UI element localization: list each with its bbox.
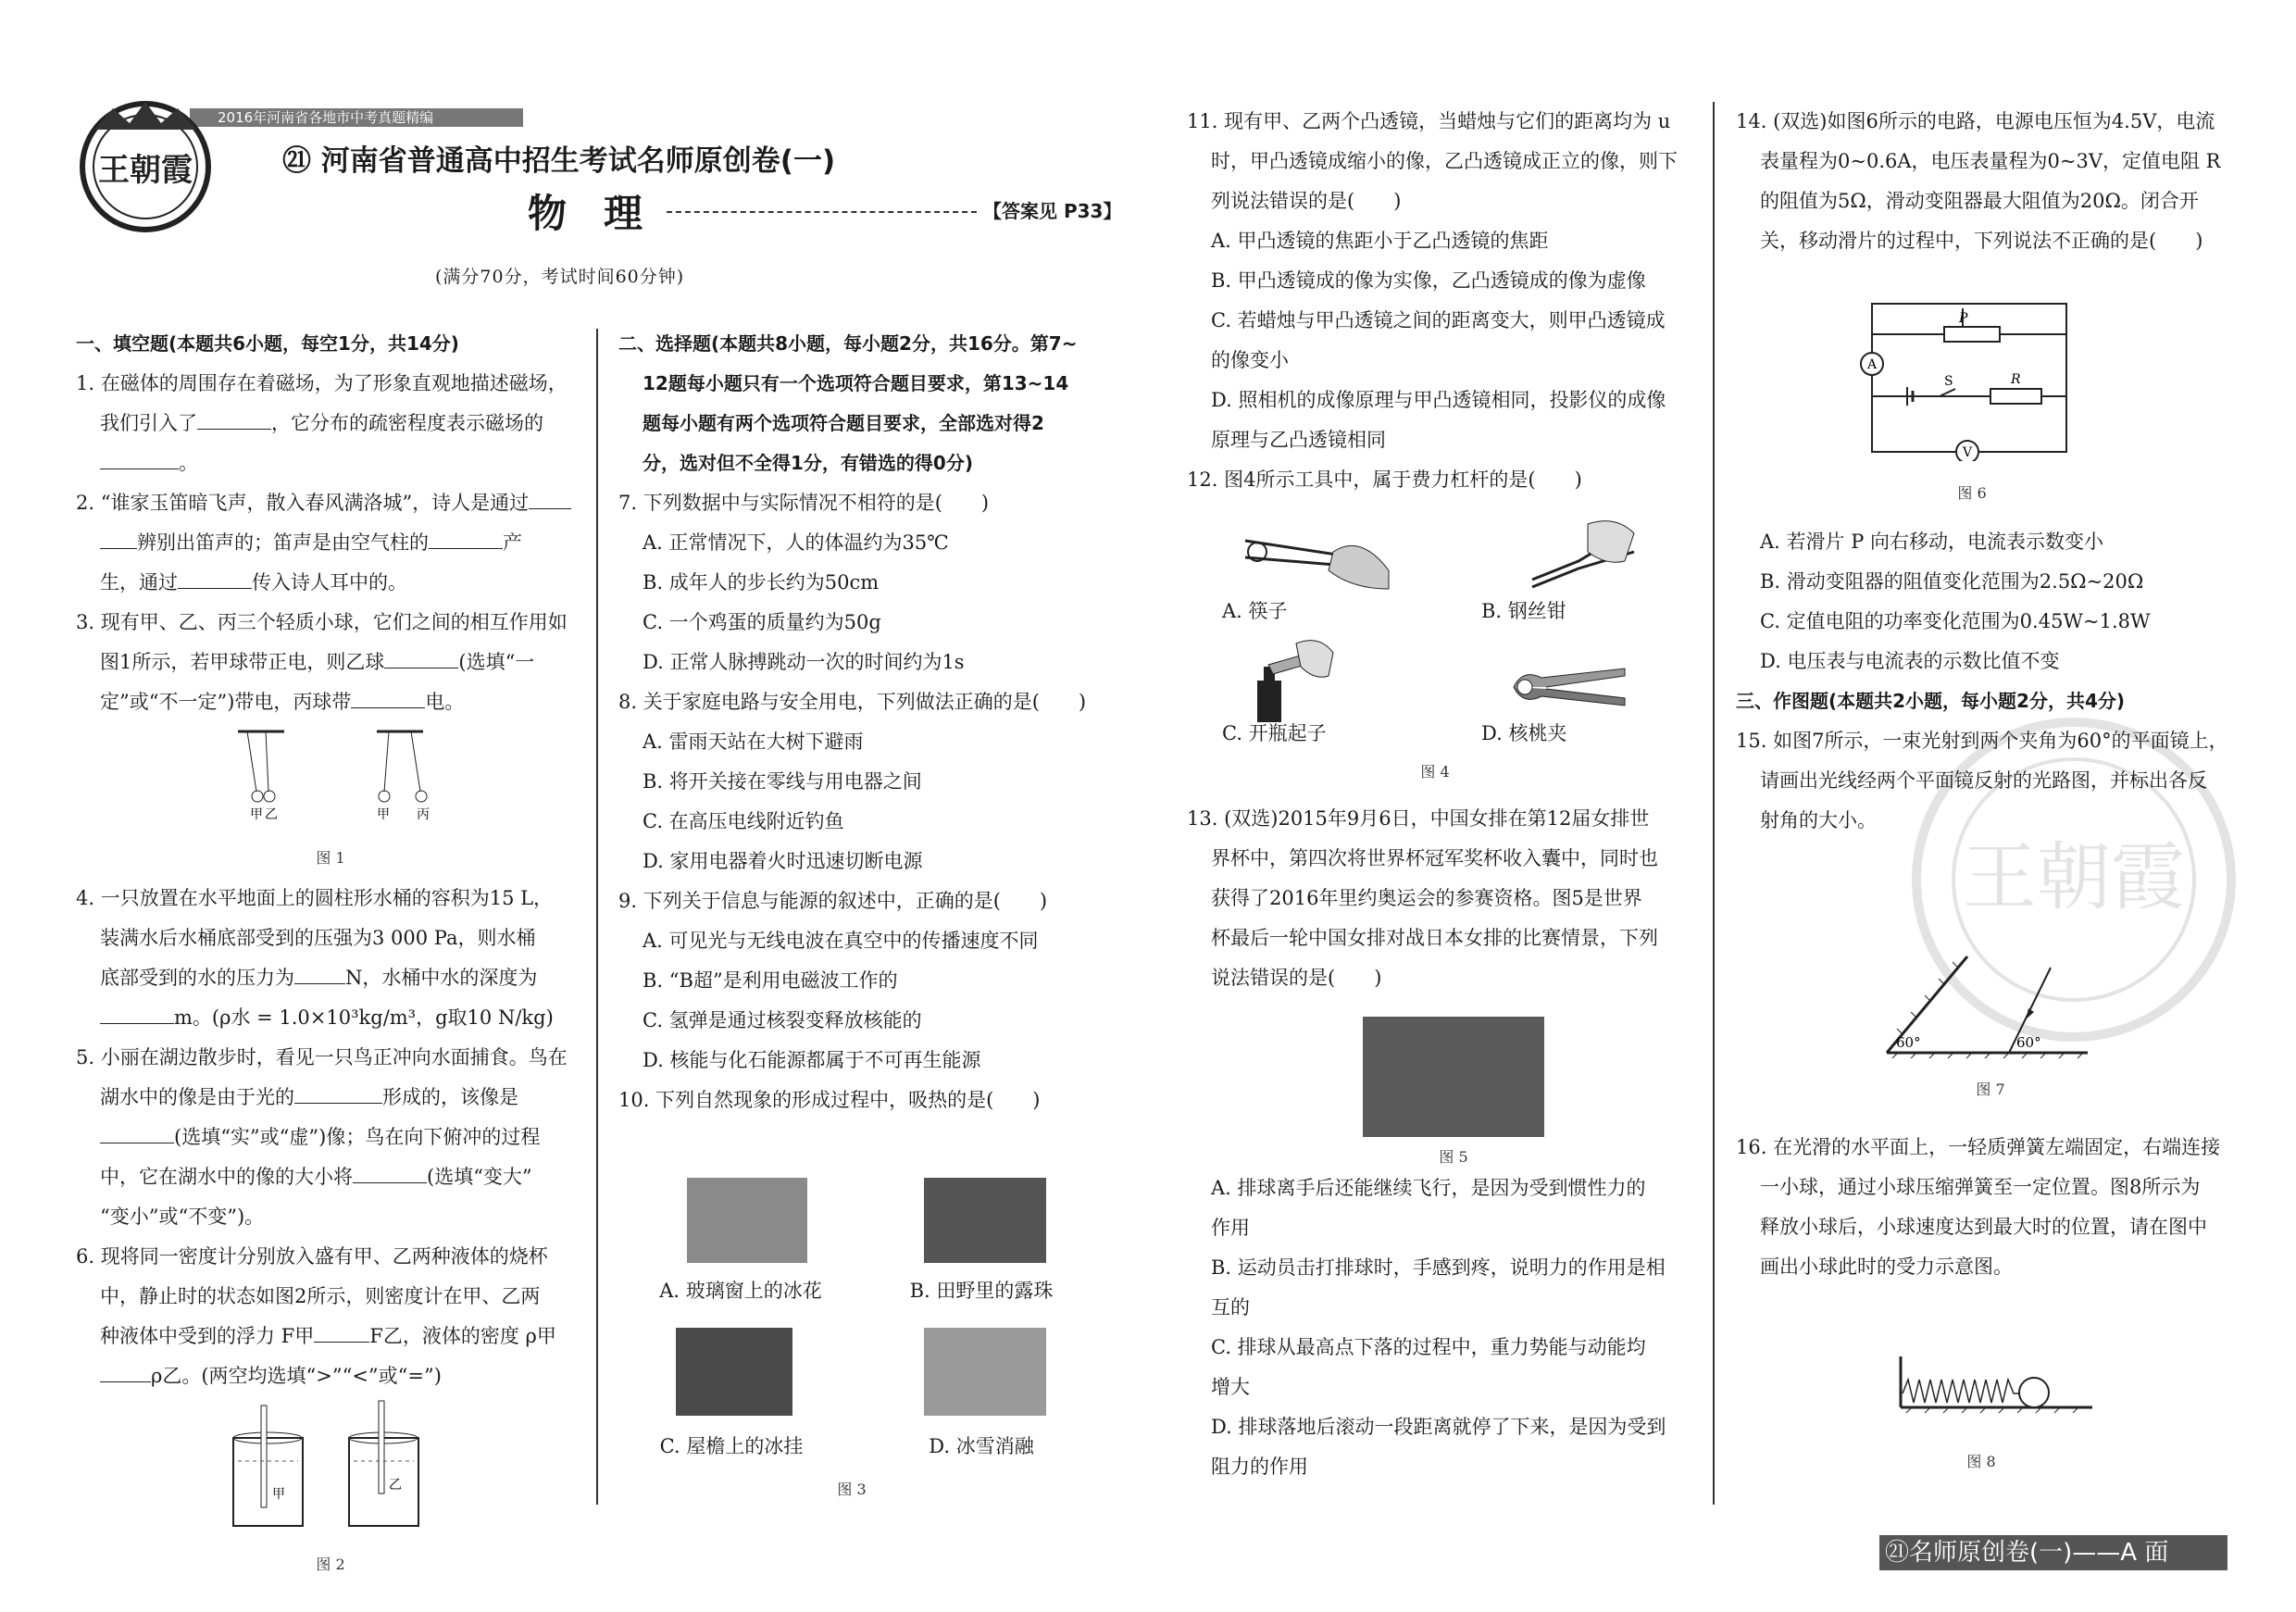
- question-text: 列说法错误的是( ): [1211, 190, 1402, 212]
- chopsticks-illustration: [1241, 515, 1398, 594]
- question-text: 一小球，通过小球压缩弹簧至一定位置。图8所示为: [1760, 1176, 2201, 1198]
- fig2-label: 乙: [389, 1478, 402, 1493]
- option: A. 若滑片 P 向右移动，电流表示数变小: [1760, 531, 2103, 553]
- svg-text:王朝霞: 王朝霞: [98, 152, 193, 189]
- figure-caption: 图 2: [316, 1556, 345, 1573]
- question-text: 种液体中受到的浮力 F甲 F乙，液体的密度 ρ甲: [100, 1325, 556, 1347]
- column-3-options: [1187, 1168, 1696, 1487]
- question-text: 6. 现将同一密度计分别放入盛有甲、乙两种液体的烧杯: [76, 1245, 548, 1268]
- question-text: 说法错误的是( ): [1211, 967, 1382, 989]
- option: D. 照相机的成像原理与甲凸透镜相同，投影仪的成像: [1211, 389, 1666, 411]
- option: C. 氢弹是通过核裂变释放核能的: [643, 1009, 922, 1031]
- question-text: 底部受到的水的压力为 N，水桶中水的深度为: [100, 967, 538, 989]
- question-text: 时，甲凸透镜成缩小的像，乙凸透镜成正立的像，则下: [1211, 150, 1678, 172]
- volleyball-match-photo: [1363, 1017, 1544, 1137]
- column-divider: [1713, 102, 1715, 1505]
- question-text: 装满水后水桶底部受到的压强为3 000 Pa，则水桶: [100, 927, 536, 949]
- pliers-illustration: [1514, 515, 1653, 598]
- figure-caption: 图 6: [1957, 484, 1987, 502]
- option: D. 家用电器着火时迅速切断电源: [643, 850, 923, 872]
- question-text: 11. 现有甲、乙两个凸透镜，当蜡烛与它们的距离均为 u: [1187, 110, 1671, 132]
- question-text: 5. 小丽在湖边散步时，看见一只鸟正冲向水面捕食。鸟在: [76, 1046, 568, 1068]
- option: C. 若蜡烛与甲凸透镜之间的距离变大，则甲凸透镜成: [1211, 309, 1666, 331]
- question-text: 释放小球后，小球速度达到最大时的位置，请在图中: [1760, 1216, 2207, 1238]
- option: 的像变小: [1211, 349, 1289, 371]
- figure-caption: 图 1: [316, 849, 345, 867]
- question-text: 2. “谁家玉笛暗飞声，散入春风满洛城”，诗人是通过: [76, 483, 585, 523]
- question-text: 13. (双选)2015年9月6日，中国女排在第12届女排世: [1187, 807, 1650, 830]
- question-text: m。(ρ水 = 1.0×10³kg/m³，g取10 N/kg): [76, 998, 585, 1038]
- section-heading: 三、作图题(本题共2小题，每小题2分，共4分): [1736, 690, 2126, 712]
- option: 作用: [1211, 1217, 1250, 1239]
- exam-subtitle: (满分70分，考试时间60分钟): [435, 267, 685, 287]
- option: C. 在高压电线附近钓鱼: [643, 810, 844, 832]
- fig1-label: 甲: [250, 807, 263, 822]
- section-heading: 12题每小题只有一个选项符合题目要求，第13~14: [643, 372, 1069, 394]
- option: A. 筷子: [1222, 600, 1288, 622]
- question-text: 14. (双选)如图6所示的电路，电源电压恒为4.5V，电流: [1736, 110, 2215, 132]
- question-text: ρ乙。(两空均选填“>”“<”或“=”): [76, 1356, 585, 1396]
- fig1-label: 丙: [417, 807, 430, 822]
- figure-6-circuit: [1852, 294, 2092, 461]
- question-text: 界杯中，第四次将世界杯冠军奖杯收入囊中，同时也: [1211, 847, 1658, 869]
- option: C. 排球从最高点下落的过程中，重力势能与动能均: [1211, 1336, 1646, 1358]
- option: D. 排球落地后滚动一段距离就停了下来，是因为受到: [1211, 1416, 1666, 1438]
- figure-caption: 图 4: [1420, 763, 1450, 781]
- section-heading: 题每小题有两个选项符合题目要求，全部选对得2: [643, 412, 1044, 434]
- option: A. 雷雨天站在大树下避雨: [643, 731, 864, 753]
- question-text: 湖水中的像是由于光的 形成的，该像是: [100, 1086, 518, 1108]
- figure-2-beakers: [76, 1396, 576, 1540]
- option: C. 开瓶起子: [1222, 722, 1327, 744]
- question-text: 8. 关于家庭电路与安全用电，下列做法正确的是( ): [618, 691, 1087, 713]
- column-divider: [596, 329, 598, 1505]
- option: 阻力的作用: [1211, 1456, 1308, 1478]
- option: A. 正常情况下，人的体温约为35℃: [643, 531, 949, 554]
- option: B. 田野里的露珠: [909, 1280, 1054, 1302]
- option: D. 核桃夹: [1481, 722, 1567, 744]
- question-text: 。: [76, 444, 585, 483]
- bottle-opener-illustration: [1241, 639, 1342, 722]
- question-text: 15. 如图7所示，一束光射到两个夹角为60°的平面镜上，: [1736, 730, 2228, 752]
- section-heading: 二、选择题(本题共8小题，每小题2分，共16分。第7~: [618, 332, 1078, 355]
- option: D. 核能与化石能源都属于不可再生能源: [643, 1049, 981, 1071]
- question-text: 表量程为0~0.6A，电压表量程为0~3V，定值电阻 R: [1760, 150, 2221, 172]
- option: A. 甲凸透镜的焦距小于乙凸透镜的焦距: [1211, 230, 1549, 252]
- option: C. 屋檐上的冰挂: [659, 1435, 804, 1457]
- paper-title: ㉑ 河南省普通高中招生考试名师原创卷(一): [282, 144, 836, 178]
- question-text: 的阻值为5Ω，滑动变阻器最大阻值为20Ω。闭合开: [1760, 190, 2199, 212]
- icicle-photo: [676, 1328, 792, 1416]
- option: D. 电压表与电流表的示数比值不变: [1760, 650, 2060, 672]
- question-text: 生，通过 传入诗人耳中的。: [100, 571, 407, 594]
- section-heading: 一、填空题(本题共6小题，每空1分，共14分): [76, 332, 459, 355]
- subject-title: 物理: [528, 191, 680, 236]
- question-text: 杯最后一轮中国女排对战日本女排的比赛情景，下列: [1211, 927, 1658, 949]
- column-4-lower: [1736, 1128, 2236, 1287]
- column-1: [76, 324, 585, 1576]
- option: B. 甲凸透镜成的像为实像，乙凸透镜成的像为虚像: [1211, 269, 1646, 292]
- header-topbar: 2016年河南省各地市中考真题精编: [190, 108, 523, 127]
- question-text: 关，移动滑片的过程中，下列说法不正确的是( ): [1760, 230, 2203, 252]
- option: B. 将开关接在零线与用电器之间: [643, 770, 922, 793]
- page-footer: ㉑名师原创卷(一)——A 面: [1879, 1535, 2227, 1570]
- question-text: 定”或“不一定”)带电，丙球带 电。: [100, 691, 465, 713]
- section-heading: 分，选对但不全得1分，有错选的得0分): [643, 452, 973, 474]
- question-text: 10. 下列自然现象的形成过程中，吸热的是( ): [618, 1089, 1041, 1111]
- option: A. 排球离手后还能继续飞行，是因为受到惯性力的: [1211, 1177, 1646, 1199]
- fig1-label: 甲: [377, 807, 390, 822]
- option: B. “B超”是利用电磁波工作的: [643, 969, 898, 992]
- fig7-label: 60°: [2016, 1034, 2041, 1051]
- column-4: [1736, 102, 2236, 261]
- question-text: 中，静止时的状态如图2所示，则密度计在甲、乙两: [100, 1285, 541, 1307]
- fig7-label: 60°: [1896, 1034, 1921, 1051]
- question-text: 我们引入了 ，它分布的疏密程度表示磁场的: [100, 412, 543, 434]
- question-text: 9. 下列关于信息与能源的叙述中，正确的是( ): [618, 890, 1048, 912]
- question-text: 4. 一只放置在水平地面上的圆柱形水桶的容积为15 L，: [76, 887, 554, 909]
- option: A. 玻璃窗上的冰花: [659, 1280, 822, 1302]
- figure-1-pendulums: [76, 722, 576, 833]
- question-text: 1. 在磁体的周围存在着磁场，为了形象直观地描述磁场，: [76, 372, 568, 394]
- fig6-label: V: [1963, 445, 1973, 460]
- option: D. 冰雪消融: [929, 1435, 1034, 1457]
- fig6-label: R: [2011, 372, 2021, 387]
- fig6-label: P: [1959, 311, 1968, 326]
- question-text: “变小”或“不变”)。: [100, 1206, 265, 1228]
- dew-drop-photo: [924, 1178, 1046, 1263]
- fig6-label: A: [1867, 357, 1878, 372]
- option: B. 滑动变阻器的阻值变化范围为2.5Ω~20Ω: [1760, 570, 2144, 593]
- watermark-seal: [1898, 704, 2250, 1056]
- option: B. 钢丝钳: [1481, 600, 1566, 622]
- question-text: 图1所示，若甲球带正电，则乙球 (选填“一: [100, 651, 535, 673]
- title-dash-line: [667, 211, 977, 213]
- column-3-lower: [1187, 799, 1696, 998]
- option: B. 成年人的步长约为50cm: [643, 571, 880, 594]
- question-text: 12. 图4所示工具中，属于费力杠杆的是( ): [1187, 469, 1582, 491]
- svg-text:王朝霞: 王朝霞: [1963, 834, 2185, 920]
- option: D. 正常人脉搏跳动一次的时间约为1s: [643, 651, 965, 673]
- publisher-logo: [76, 97, 215, 236]
- ice-flower-photo: [687, 1178, 807, 1263]
- option: 增大: [1211, 1376, 1250, 1398]
- option: C. 一个鸡蛋的质量约为50g: [643, 611, 881, 633]
- figure-caption: 图 3: [837, 1481, 867, 1498]
- melting-snow-photo: [924, 1328, 1046, 1416]
- figure-caption: 图 8: [1966, 1453, 1996, 1470]
- answer-reference: 【答案见 P33】: [983, 200, 1122, 222]
- question-text: 请画出光线经两个平面镜反射的光路图，并标出各反: [1760, 769, 2207, 792]
- fig1-label: 乙: [265, 807, 278, 822]
- option: B. 运动员击打排球时，手感到疼，说明力的作用是相: [1211, 1256, 1666, 1279]
- column-3: [1187, 102, 1696, 500]
- figure-caption: 图 7: [1976, 1081, 2005, 1098]
- figure-caption: 图 5: [1439, 1148, 1468, 1166]
- question-text: 中，它在湖水中的像的大小将 (选填“变大”: [100, 1166, 532, 1188]
- question-text: 3. 现有甲、乙、丙三个轻质小球，它们之间的相互作用如: [76, 611, 568, 633]
- question-text: 16. 在光滑的水平面上，一轻质弹簧左端固定，右端连接: [1736, 1136, 2221, 1158]
- fig6-label: S: [1944, 374, 1953, 389]
- question-text: (选填“实”或“虚”)像；鸟在向下俯冲的过程: [76, 1118, 585, 1157]
- question-text: 7. 下列数据中与实际情况不相符的是( ): [618, 492, 990, 514]
- option: 互的: [1211, 1296, 1250, 1318]
- fig2-label: 甲: [272, 1487, 285, 1502]
- question-text: 辨别出笛声的；笛声是由空气柱的 产: [76, 523, 585, 563]
- question-text: 获得了2016年里约奥运会的参赛资格。图5是世界: [1211, 887, 1642, 909]
- question-text: 射角的大小。: [1760, 809, 1877, 831]
- figure-8-spring-ball: [1893, 1352, 2097, 1417]
- option: 原理与乙凸透镜相同: [1211, 429, 1386, 451]
- option: A. 可见光与无线电波在真空中的传播速度不同: [643, 930, 1039, 952]
- option: C. 定值电阻的功率变化范围为0.45W~1.8W: [1760, 610, 2151, 632]
- nutcracker-illustration: [1504, 659, 1634, 715]
- question-text: 画出小球此时的受力示意图。: [1760, 1256, 2013, 1278]
- column-2: [618, 324, 1137, 1120]
